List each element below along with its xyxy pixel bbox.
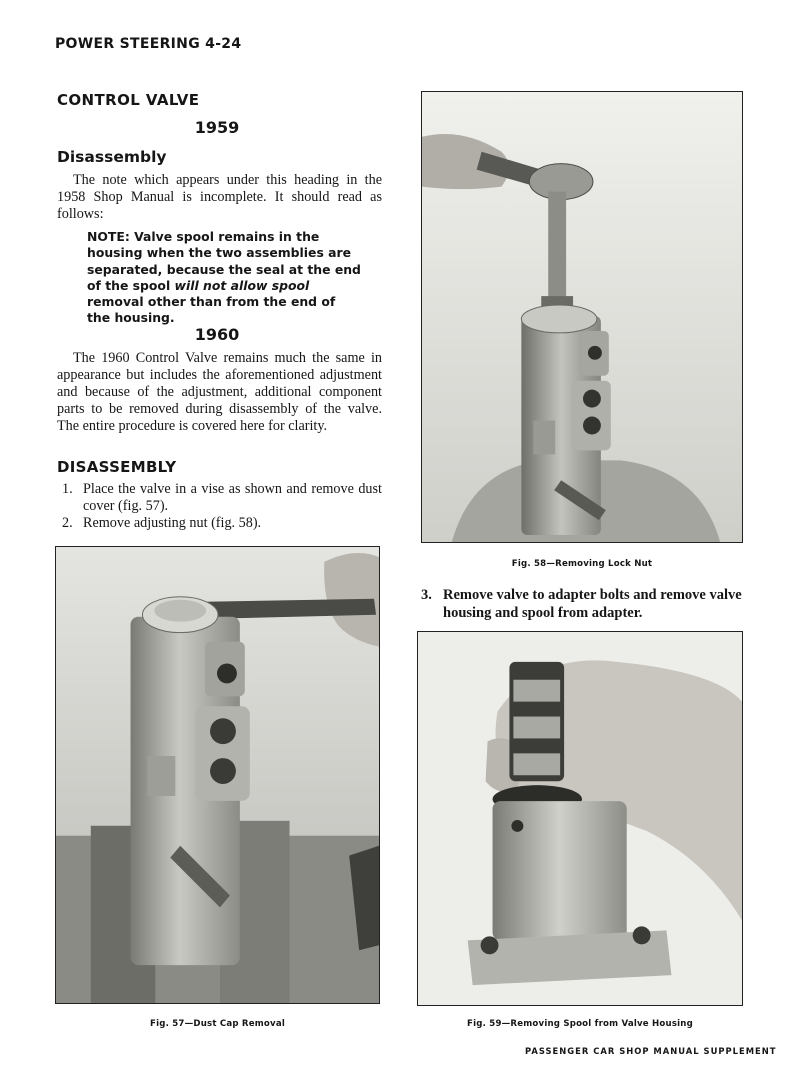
fig57-caption: Fig. 57—Dust Cap Removal <box>150 1019 285 1029</box>
dust-cap-removal-illustration <box>56 547 379 1003</box>
year-heading-1960: 1960 <box>194 325 240 344</box>
running-header: POWER STEERING 4-24 <box>55 36 242 52</box>
fig58-photo <box>421 91 743 543</box>
lock-nut-removal-illustration <box>422 92 742 542</box>
year-heading-1959: 1959 <box>194 118 240 137</box>
spool-removal-illustration <box>418 632 742 1005</box>
note-block <box>87 229 362 327</box>
fig59-photo <box>417 631 743 1006</box>
step-1 <box>57 481 382 515</box>
step-number: 3. <box>421 587 432 603</box>
step-number: 2. <box>62 515 73 531</box>
section-title: CONTROL VALVE <box>57 91 200 109</box>
page-footer: PASSENGER CAR SHOP MANUAL SUPPLEMENT <box>525 1046 777 1056</box>
steps-list <box>57 481 382 532</box>
step-2 <box>57 515 382 532</box>
fig57-photo <box>55 546 380 1004</box>
step-number: 1. <box>62 481 73 497</box>
note-text-part2: removal other than from the end of the housing. <box>87 294 336 326</box>
disassembly-heading: DISASSEMBLY <box>57 458 177 476</box>
fig59-caption: Fig. 59—Removing Spool from Valve Housing <box>467 1019 693 1029</box>
step-text: Remove valve to adapter bolts and remove valve housing and spool from adapter. <box>443 587 742 621</box>
step-3 <box>421 586 743 622</box>
step-text: Place the valve in a vise as shown and remove dust cover (fig. 57). <box>83 481 382 514</box>
disassembly-subheading: Disassembly <box>57 148 167 166</box>
note-label: NOTE: <box>87 229 130 244</box>
note-text-italic: will not allow spool <box>174 277 310 293</box>
step-text: Remove adjusting nut (fig. 58). <box>83 515 262 531</box>
fig58-caption: Fig. 58—Removing Lock Nut <box>511 559 653 569</box>
paragraph-1960: The 1960 Control Valve remains much the same in appearance but includes the aforementioned adjustment and because of the adjustment, additional component parts to be removed during disassembly of the valve. The entire procedure is covered here for clarity. <box>57 350 382 434</box>
paragraph-1959: The note which appears under this heading in the 1958 Shop Manual is incomplete. It should read as follows: <box>57 172 382 222</box>
note-text-part1: Valve spool remains in the housing when the two assemblies are separated, because the seal at the end of the spool <box>87 229 361 293</box>
